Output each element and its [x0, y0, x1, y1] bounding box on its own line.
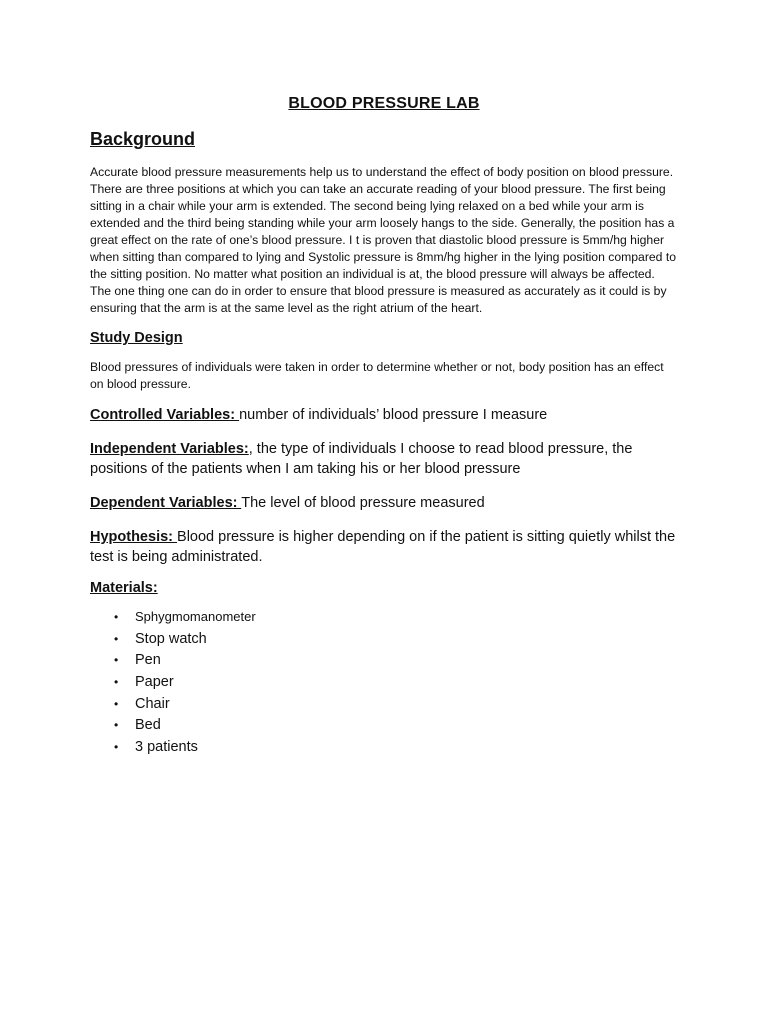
materials-item-label: Chair — [135, 695, 170, 712]
materials-item — [114, 693, 678, 715]
bullet-icon: • — [114, 653, 119, 668]
background-paragraph: Accurate blood pressure measurements help us to understand the effect of body position on blood pressure. There are three positions at which you can take an accurate reading of your blood pressure. The first being sitting in a chair while your arm is extended. The second being lying relaxed on a bed while your arm is extended and the third being standing while your arm loosely hangs to the side. Generally, the position has a great effect on the rate of one’s blood pressure. I t is proven that diastolic blood pressure is 5mm/hg higher when sitting than compared to lying and Systolic pressure is 8mm/hg higher in the lying position compared to the sitting position. No matter what position an individual is at, the blood pressure will always be affected. The one thing one can do in order to ensure that blood pressure is measured as accurately as it could is by ensuring that the arm is at the same level as the right atrium of the heart. — [90, 165, 676, 315]
dependent-variables — [90, 493, 678, 513]
materials-heading: Materials: — [90, 580, 158, 596]
materials-item-label: Stop watch — [135, 630, 207, 647]
materials-item — [114, 714, 678, 736]
bullet-icon: • — [114, 631, 119, 646]
study-design-heading: Study Design — [90, 330, 183, 346]
materials-item — [114, 628, 678, 650]
independent-variables-label: Independent Variables: — [90, 441, 249, 457]
materials-item-label: 3 patients — [135, 738, 198, 755]
materials-item-label: Bed — [135, 717, 161, 734]
hypothesis-value: Blood pressure is higher depending on if the patient is sitting quietly whilst the test is being administrated. — [90, 529, 676, 565]
document-title: BLOOD PRESSURE LAB — [288, 95, 480, 112]
independent-variables — [90, 439, 678, 479]
materials-item — [114, 606, 678, 628]
dependent-variables-value: The level of blood pressure measured — [241, 495, 485, 511]
bullet-icon: • — [114, 696, 119, 711]
bullet-icon: • — [114, 674, 119, 689]
materials-list — [90, 606, 678, 758]
materials-item-label: Sphygmomanometer — [135, 609, 256, 625]
controlled-variables-value: number of individuals’ blood pressure I measure — [239, 407, 548, 423]
independent-variables-value: , the type of individuals I choose to read blood pressure, the positions of the patients when I am taking his or her blood pressure — [90, 441, 633, 477]
materials-item — [114, 671, 678, 693]
controlled-variables — [90, 405, 678, 425]
materials-item — [114, 649, 678, 671]
controlled-variables-label: Controlled Variables: — [90, 407, 240, 423]
hypothesis — [90, 527, 678, 567]
hypothesis-label: Hypothesis: — [90, 529, 173, 545]
bullet-icon: • — [114, 718, 119, 733]
bullet-icon: • — [114, 609, 119, 624]
background-heading: Background — [90, 129, 196, 149]
materials-item-label: Pen — [135, 652, 161, 669]
materials-item-label: Paper — [135, 673, 174, 690]
study-design-paragraph: Blood pressures of individuals were taken in order to determine whether or not, body position has an effect on blood pressure. — [90, 360, 664, 391]
dependent-variables-label: Dependent Variables: — [90, 495, 238, 511]
bullet-icon: • — [114, 739, 119, 754]
materials-item — [114, 736, 678, 758]
